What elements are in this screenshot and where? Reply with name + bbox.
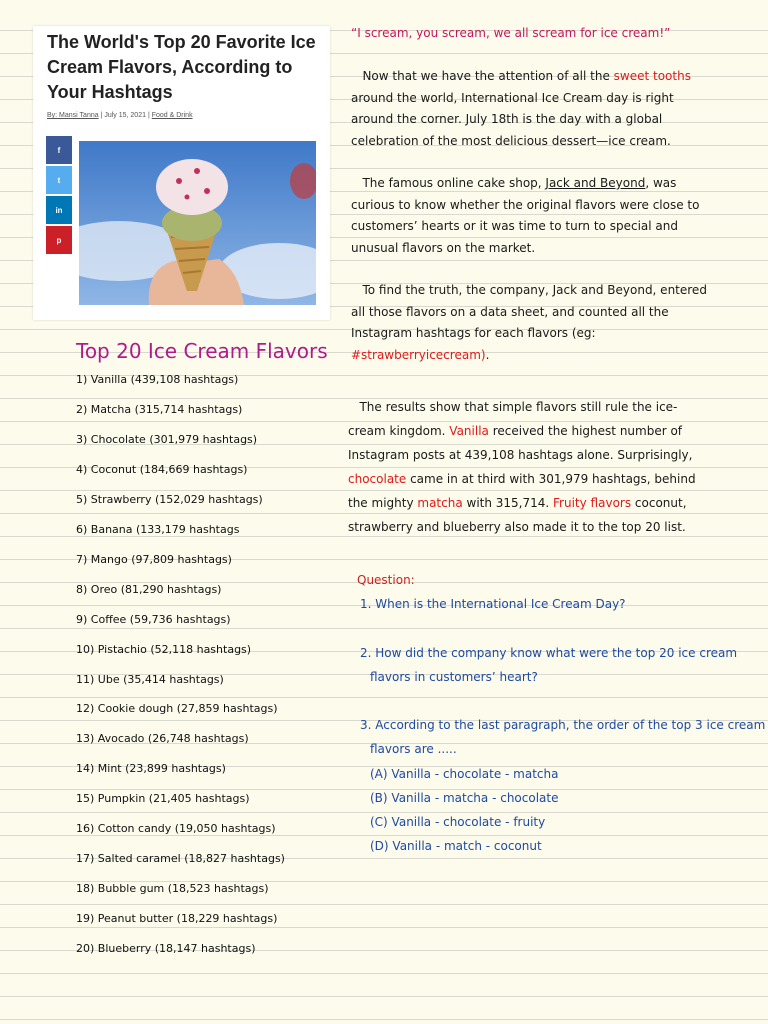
flavor-item: 15) Pumpkin (21,405 hashtags) xyxy=(76,792,250,806)
paragraph-text: Now that we have the attention of all the xyxy=(362,69,614,83)
flavor-item: 12) Cookie dough (27,859 hashtags) xyxy=(76,702,278,716)
flavor-item: 1) Vanilla (439,108 hashtags) xyxy=(76,373,239,386)
flavor-item: 6) Banana (133,179 hashtags xyxy=(76,522,240,536)
article-byline xyxy=(47,112,193,119)
option-a: (A) Vanilla - chocolate - matcha xyxy=(370,767,559,781)
question-3-line2: flavors are ..... xyxy=(370,742,457,756)
paragraph-text: The results show that simple flavors still rule the ice-cream kingdom. xyxy=(348,400,678,438)
flavor-item: 3) Chocolate (301,979 hashtags) xyxy=(76,432,258,446)
flavor-item: 10) Pistachio (52,118 hashtags) xyxy=(76,642,252,656)
highlight-matcha: matcha xyxy=(417,496,463,510)
paragraph-results xyxy=(348,395,708,539)
flavor-item: 11) Ube (35,414 hashtags) xyxy=(76,672,224,686)
facebook-icon[interactable]: f xyxy=(46,136,72,164)
article-date: July 15, 2021 xyxy=(104,112,146,119)
flavor-item: 9) Coffee (59,736 hashtags) xyxy=(76,612,231,626)
flavor-item: 20) Blueberry (18,147 hashtags) xyxy=(76,942,256,956)
article-title: The World's Top 20 Favorite Ice Cream Flavors, According to Your Hashtags xyxy=(47,32,316,102)
opening-quote: “I scream, you scream, we all scream for ice cream!” xyxy=(351,26,671,40)
list-title: Top 20 Ice Cream Flavors xyxy=(76,339,328,363)
flavor-item: 2) Matcha (315,714 hashtags) xyxy=(76,402,243,416)
paragraph-text: The famous online cake shop, xyxy=(362,176,546,190)
paragraph-intro xyxy=(351,66,711,152)
question-2-line1: 2. How did the company know what were the top 20 ice cream xyxy=(360,646,738,660)
question-3-line1: 3. According to the last paragraph, the order of the top 3 ice cream xyxy=(360,718,766,732)
flavor-item: 16) Cotton candy (19,050 hashtags) xyxy=(76,822,276,836)
highlight-vanilla: Vanilla xyxy=(449,424,489,438)
flavor-item: 4) Coconut (184,669 hashtags) xyxy=(76,462,248,476)
paragraph-company xyxy=(351,173,711,259)
paragraph-text: To find the truth, the company, Jack and Beyond, entered all those flavors on a data sheet, and counted all the Instagram hashtags for each flavors (eg: xyxy=(351,283,707,340)
option-c: (C) Vanilla - chocolate - fruity xyxy=(370,815,546,829)
ice-cream-photo xyxy=(79,141,316,305)
paragraph-text: with 315,714. xyxy=(462,496,554,510)
paragraph-text: around the world, International Ice Cream day is right around the corner. July 18th is the day with a global celebration of the most delicious dessert—ice cream. xyxy=(351,90,674,148)
twitter-icon[interactable]: t xyxy=(46,166,72,194)
hashtag-example: #strawberryicecream) xyxy=(351,347,486,362)
flavor-item: 5) Strawberry (152,029 hashtags) xyxy=(76,492,263,506)
paragraph-text: , was curious to know whether the original flavors were close to customers’ hearts or it was time to turn to special and unusual flavors on the market. xyxy=(351,176,700,255)
option-b: (B) Vanilla - matcha - chocolate xyxy=(370,791,559,805)
question-1: 1. When is the International Ice Cream Day? xyxy=(360,597,626,611)
paragraph-text: received the highest number of Instagram posts at 439,108 hashtags alone. Surprisingly, xyxy=(348,424,693,462)
paragraph-method xyxy=(351,280,711,366)
flavor-item: 17) Salted caramel (18,827 hashtags) xyxy=(76,852,285,866)
flavor-item: 13) Avocado (26,748 hashtags) xyxy=(76,732,249,746)
paragraph-text: coconut, strawberry and blueberry also made it to the top 20 list. xyxy=(348,496,687,534)
byline-separator: | xyxy=(98,112,105,119)
author-link[interactable]: By: Mansi Tanna xyxy=(47,112,99,119)
paragraph-text: . xyxy=(485,347,490,362)
option-d: (D) Vanilla - match - coconut xyxy=(370,839,542,853)
flavor-item: 18) Bubble gum (18,523 hashtags) xyxy=(76,882,269,896)
pinterest-icon[interactable]: p xyxy=(46,226,72,254)
flavor-item: 19) Peanut butter (18,229 hashtags) xyxy=(76,912,278,926)
company-name: Jack and Beyond xyxy=(545,176,646,190)
article-card xyxy=(33,26,330,320)
flavor-item: 7) Mango (97,809 hashtags) xyxy=(76,552,232,566)
category-link[interactable]: Food & Drink xyxy=(151,112,193,119)
flavor-item: 14) Mint (23,899 hashtags) xyxy=(76,762,226,776)
question-2-line2: flavors in customers’ heart? xyxy=(370,670,538,684)
highlight-text: sweet tooths xyxy=(613,69,691,83)
byline-separator: | xyxy=(146,112,152,119)
highlight-fruity: Fruity flavors xyxy=(553,496,632,510)
question-heading: Question: xyxy=(357,573,415,587)
linkedin-icon[interactable]: in xyxy=(46,196,72,224)
highlight-chocolate: chocolate xyxy=(348,472,407,486)
flavor-item: 8) Oreo (81,290 hashtags) xyxy=(76,582,222,596)
paragraph-text: came in at third with 301,979 hashtags, behind the mighty xyxy=(348,472,696,510)
